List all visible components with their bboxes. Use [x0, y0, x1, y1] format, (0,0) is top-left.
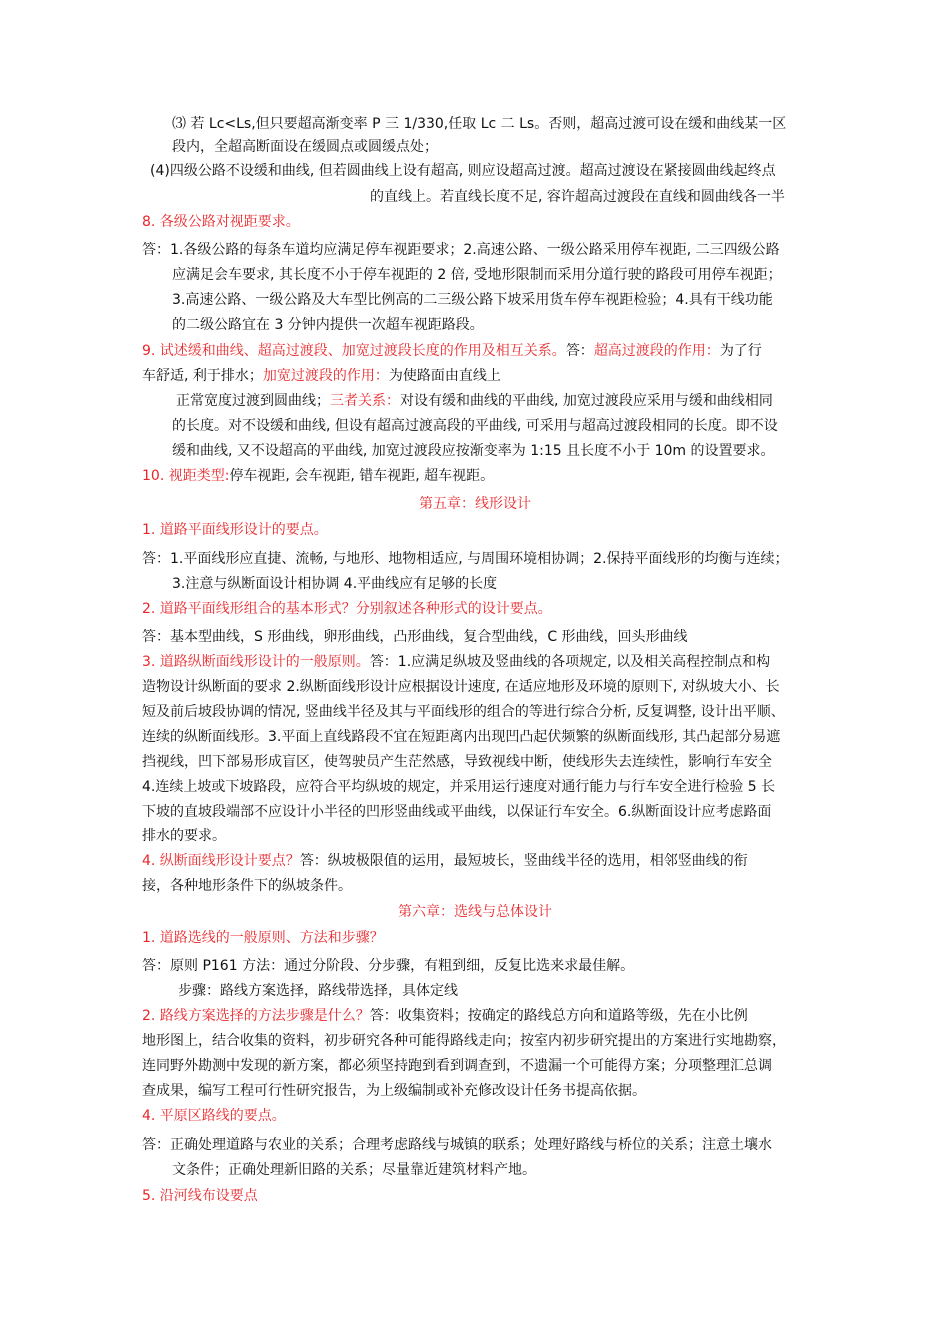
text-line — [142, 677, 780, 697]
body-text: 连同野外勘测中发现的新方案，都必须坚持跑到看到调查到，不遗漏一个可能得方案；分项整理汇总调 — [142, 1058, 772, 1074]
text-line — [150, 161, 776, 181]
body-text: 造物设计纵断面的要求 2.纵断面线形设计应根据设计速度, 在适应地形及环境的原则下, 对纵坡大小、长 — [142, 679, 780, 695]
highlight-text: 2. 路线方案选择的方法步骤是什么？ — [142, 1008, 370, 1024]
highlight-text: 8. 各级公路对视距要求。 — [142, 214, 300, 230]
question-heading — [142, 520, 328, 540]
answer-line — [142, 1135, 772, 1155]
highlight-text: 10. 视距类型: — [142, 468, 230, 484]
body-text: 连续的纵断面线形。3.平面上直线路段不宜在短距离内出现凹凸起伏频繁的纵断面线形, 其凸起部分易遮 — [142, 729, 781, 745]
highlight-text: 4. 纵断面线形设计要点？ — [142, 853, 300, 869]
question-heading — [142, 1106, 286, 1126]
highlight-text: 1. 道路选线的一般原则、方法和步骤？ — [142, 930, 384, 946]
answer-line — [142, 549, 789, 569]
highlight-text: 第六章：选线与总体设计 — [398, 904, 552, 920]
answer-line — [142, 956, 634, 976]
body-text: (4)四级公路不设缓和曲线, 但若圆曲线上设有超高, 则应设超高过渡。超高过渡设在紧接圆曲线起终点 — [150, 163, 776, 179]
body-text: 段内，全超高断面设在缓圆点或圆缓点处； — [172, 139, 438, 155]
body-text: 的直线上。若直线长度不足, 容许超高过渡段在直线和圆曲线各一半 — [370, 189, 785, 205]
body-text: 答：正确处理道路与农业的关系；合理考虑路线与城镇的联系；处理好路线与桥位的关系；注意土壤水 — [142, 1137, 772, 1153]
body-text: 应满足会车要求, 其长度不小于停车视距的 2 倍, 受地形限制而采用分道行驶的路段可用停车视距； — [172, 267, 782, 283]
body-text: 下坡的直坡段端部不应设计小半径的凹形竖曲线或平曲线，以保证行车安全。6.纵断面设计应考虑路面 — [142, 804, 772, 820]
body-text: 车舒适, 利于排水； — [142, 368, 263, 384]
question-heading — [142, 1186, 258, 1206]
question-heading — [142, 212, 300, 232]
text-line — [142, 1081, 646, 1101]
body-text: 文条件；正确处理新旧路的关系；尽量靠近建筑材料产地。 — [172, 1162, 536, 1178]
text-line — [172, 265, 782, 285]
body-text: 答：1.应满足纵坡及竖曲线的各项规定, 以及相关高程控制点和构 — [369, 654, 771, 670]
question-heading — [142, 928, 384, 948]
question-heading — [142, 599, 552, 619]
highlight-text: 1. 道路平面线形设计的要点。 — [142, 522, 328, 538]
body-text: 查成果，编写工程可行性研究报告，为上级编制或补充修改设计任务书提高依据。 — [142, 1083, 646, 1099]
body-text: 答：基本型曲线，S 形曲线，卵形曲线，凸形曲线，复合型曲线，C 形曲线，回头形曲线 — [142, 629, 688, 645]
body-text: 答：1.各级公路的每条车道均应满足停车视距要求；2.高速公路、一级公路采用停车视距, 二三四级公路 — [142, 242, 780, 258]
text-line — [172, 416, 778, 436]
text-line — [172, 114, 786, 134]
text-line — [172, 574, 497, 594]
text-line — [142, 1056, 772, 1076]
text-line — [176, 391, 773, 411]
body-text: ⑶ 若 Lc<Ls,但只要超高渐变率 P 三 1/330,任取 Lc 二 Ls。否则，超高过渡可设在缓和曲线某一区 — [172, 116, 787, 132]
highlight-text: 9. 试述缓和曲线、超高过渡段、加宽过渡段长度的作用及相互关系。 — [142, 343, 566, 359]
answer-line — [142, 627, 688, 647]
text-line — [142, 727, 780, 747]
body-text: 的长度。对不设缓和曲线, 但设有超高过渡高段的平曲线, 可采用与超高过渡段相同的长度。即不设 — [172, 418, 778, 434]
body-text: 缓和曲线, 又不设超高的平曲线, 加宽过渡段应按渐变率为 1:15 且长度不小于 10m 的设置要求。 — [172, 443, 775, 459]
text-line — [142, 876, 352, 896]
text-line — [142, 752, 772, 772]
text-line — [142, 1031, 786, 1051]
text-line — [142, 777, 775, 797]
body-text: 3.注意与纵断面设计相协调 4.平曲线应有足够的长度 — [172, 576, 498, 592]
body-text: 停车视距, 会车视距, 错车视距, 超车视距。 — [229, 468, 495, 484]
text-line — [370, 187, 785, 207]
text-line — [178, 981, 458, 1001]
text-line — [172, 315, 484, 335]
highlight-text: 4. 平原区路线的要点。 — [142, 1108, 286, 1124]
highlight-text: 2. 道路平面线形组合的基本形式？分别叙述各种形式的设计要点。 — [142, 601, 552, 617]
body-text: 步骤：路线方案选择，路线带选择，具体定线 — [178, 983, 458, 999]
text-line — [172, 290, 773, 310]
highlight-text: 5. 沿河线布设要点 — [142, 1188, 258, 1204]
body-text: 排水的要求。 — [142, 828, 226, 844]
body-text: 对设有缓和曲线的平曲线, 加宽过渡段应采用与缓和曲线相同 — [400, 393, 773, 409]
chapter-title — [0, 902, 950, 922]
question-heading — [142, 466, 494, 486]
highlight-text: 超高过渡段的作用： — [593, 343, 720, 359]
text-line — [172, 137, 438, 157]
text-line — [142, 826, 226, 846]
highlight-text: 3. 道路纵断面线形设计的一般原则。 — [142, 654, 370, 670]
body-text: 答：纵坡极限值的运用，最短坡长，竖曲线半径的选用，相邻竖曲线的衔 — [299, 853, 748, 869]
body-text: 4.连续上坡或下坡路段，应符合平均纵坡的规定，并采用运行速度对通行能力与行车安全进行检验 5 长 — [142, 779, 776, 795]
body-text: 挡视线，凹下部易形成盲区，使驾驶员产生茫然感，导致视线中断，使线形失去连续性，影响行车安全 — [142, 754, 772, 770]
text-line — [142, 702, 785, 722]
question-heading — [142, 1006, 748, 1026]
chapter-title — [0, 494, 950, 514]
body-text: 答： — [565, 343, 594, 359]
question-heading — [142, 851, 748, 871]
highlight-text: 第五章：线形设计 — [419, 496, 531, 512]
body-text: 为了行 — [719, 343, 762, 359]
body-text: 正常宽度过渡到圆曲线； — [176, 393, 330, 409]
body-text: 答：收集资料；按确定的路线总方向和道路等级，先在小比例 — [369, 1008, 748, 1024]
body-text: 的二级公路宜在 3 分钟内提供一次超车视距路段。 — [172, 317, 484, 333]
question-heading — [142, 341, 762, 361]
body-text: 接，各种地形条件下的纵坡条件。 — [142, 878, 352, 894]
highlight-text: 加宽过渡段的作用： — [262, 368, 389, 384]
text-line — [172, 441, 775, 461]
body-text: 答：1.平面线形应直捷、流畅, 与地形、地物相适应, 与周围环境相协调；2.保持平面线形的均衡与连续； — [142, 551, 789, 567]
text-line — [172, 1160, 536, 1180]
highlight-text: 三者关系： — [330, 393, 400, 409]
question-heading — [142, 652, 770, 672]
body-text: 短及前后坡段协调的情况, 竖曲线半径及其与平面线形的组合的等进行综合分析, 反复调整, 设计出平顺、 — [142, 704, 785, 720]
body-text: 3.高速公路、一级公路及大车型比例高的二三级公路下坡采用货车停车视距检验；4.具有干线功能 — [172, 292, 773, 308]
text-line — [142, 802, 771, 822]
answer-line — [142, 240, 780, 260]
body-text: 答：原则 P161 方法：通过分阶段、分步骤，有粗到细，反复比选来求最佳解。 — [142, 958, 635, 974]
text-line — [142, 366, 501, 386]
body-text: 地形图上，结合收集的资料，初步研究各种可能得路线走向；按室内初步研究提出的方案进行实地勘察， — [142, 1033, 786, 1049]
body-text: 为使路面由直线上 — [388, 368, 501, 384]
